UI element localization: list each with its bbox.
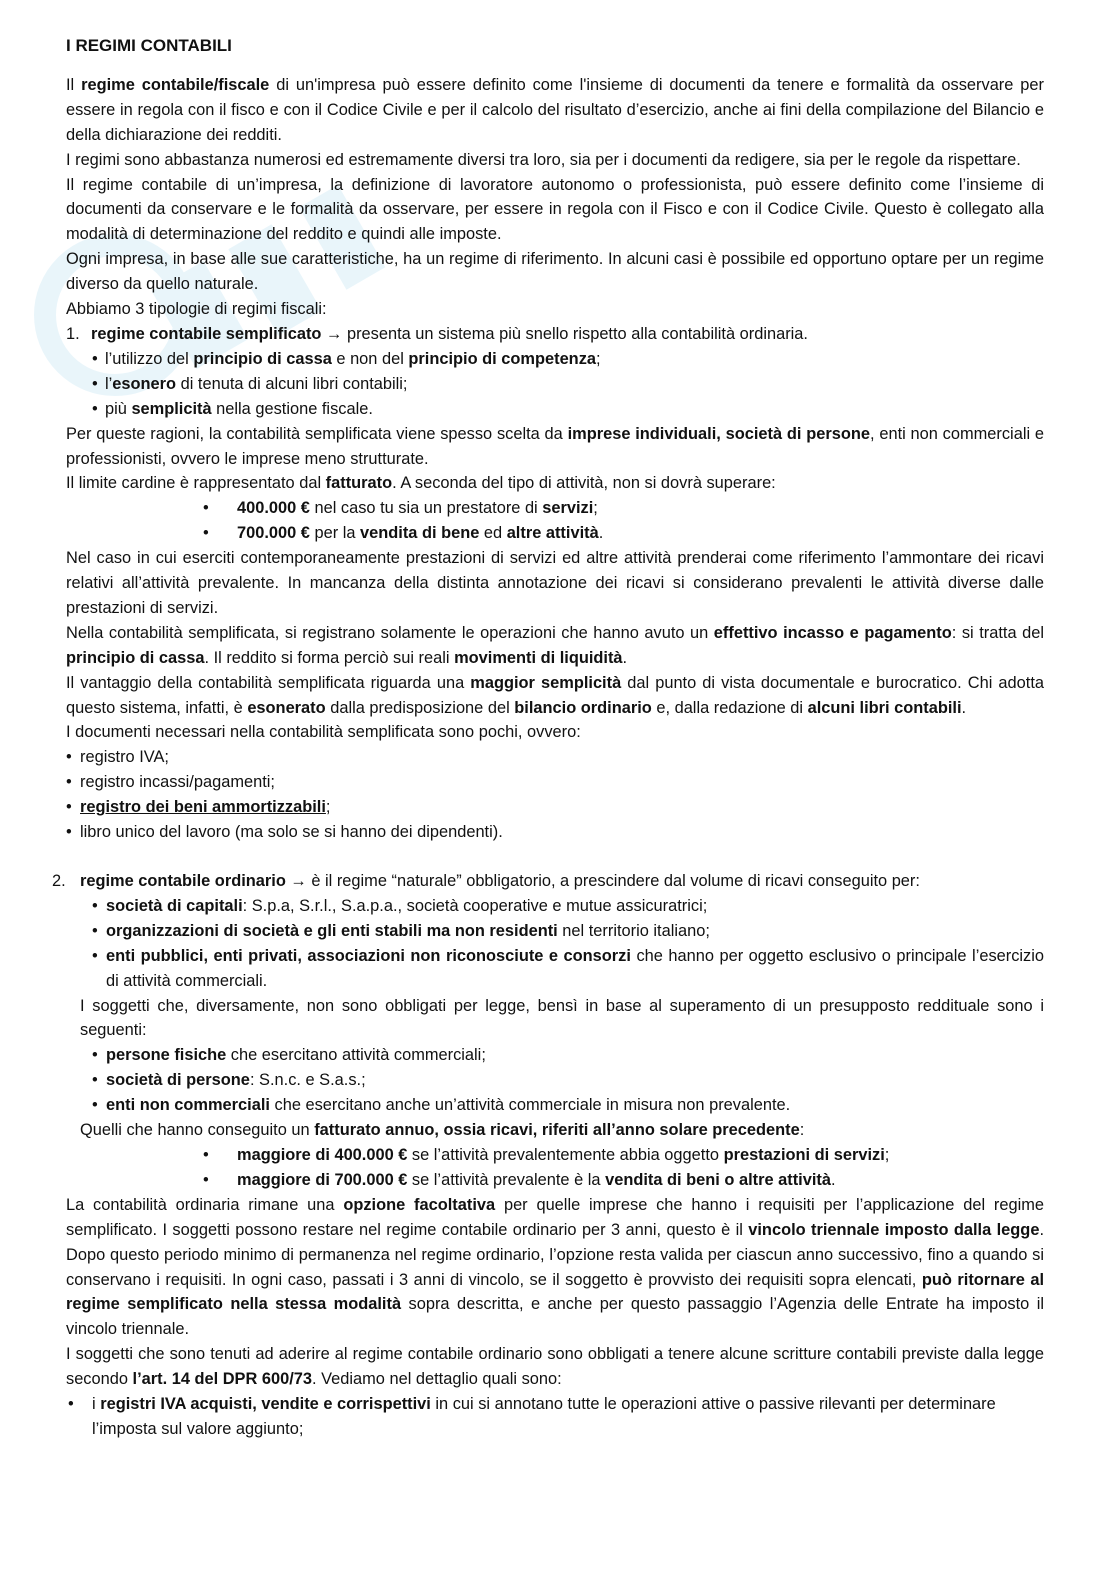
list-item: • registro incassi/pagamenti;: [66, 773, 275, 792]
page-title: I REGIMI CONTABILI: [66, 36, 232, 55]
section-2-paragraph-4: I soggetti che sono tenuti ad aderire al regime contabile ordinario sono obbligati a tenere alcune scritture contabili previste dalla legge secondo l’art. 14 del DPR 600/73. Vediamo nel dettaglio quali sono:: [66, 1345, 1044, 1389]
list-item: • 700.000 € per la vendita di bene ed altre attività.: [203, 524, 604, 543]
section-2-paragraph-1: I soggetti che, diversamente, non sono obbligati per legge, bensì in base al superamento di un presupposto reddituale sono i seguenti:: [80, 996, 1044, 1040]
list-item: • registro dei beni ammortizzabili;: [66, 798, 331, 817]
section-1-paragraph-4: Nella contabilità semplificata, si registrano solamente le operazioni che hanno avuto un effettivo incasso e pagamento: si tratta del principio di cassa. Il reddito si forma perciò sui reali movimenti di liquidità.: [66, 623, 1044, 667]
list-item: • società di capitali: S.p.a, S.r.l., S.a.p.a., società cooperative e mutue assicuratrici;: [92, 896, 708, 915]
list-item: • maggiore di 400.000 € se l’attività prevalentemente abbia oggetto prestazioni di servizi;: [203, 1145, 890, 1164]
intro-paragraph-1: Il regime contabile/fiscale di un'impresa può essere definito come l'insieme di documenti da tenere e formalità da osservare per essere in regola con il fisco e con il Codice Civile e per il calcolo del risultato d’esercizio, anche ai fini della compilazione del Bilancio e della dichiarazione dei redditi.: [66, 75, 1044, 144]
list-item: • più semplicità nella gestione fiscale.: [92, 399, 373, 418]
section-1-paragraph-3: Nel caso in cui eserciti contemporaneamente prestazioni di servizi ed altre attività prenderai come riferimento l’ammontare dei ricavi relativi all’attività prevalente. In mancanza della distinta annotazione dei ricavi si considerano prevalenti le attività diverse dalle prestazioni di servizi.: [66, 549, 1044, 617]
intro-paragraph-4: Ogni impresa, in base alle sue caratteristiche, ha un regime di riferimento. In alcuni casi è possibile ed opportuno optare per un regime diverso da quello naturale.: [66, 250, 1044, 294]
list-item: • registro IVA;: [66, 748, 169, 767]
intro-paragraph-3: Il regime contabile di un’impresa, la definizione di lavoratore autonomo o professionista, può essere definito come l’insieme di documenti da conservare e le formalità da osservare, per essere in regola con il Fisco e con il Codice Civile. Questo è collegato alla modalità di determinazione del reddito e quindi alle imposte.: [66, 175, 1044, 244]
intro-paragraph-2: I regimi sono abbastanza numerosi ed estremamente diversi tra loro, sia per i documenti da redigere, sia per le regole da rispettare.: [66, 150, 1021, 169]
list-item: • organizzazioni di società e gli enti stabili ma non residenti nel territorio italiano;: [92, 921, 710, 940]
section-1-paragraph-2: Il limite cardine è rappresentato dal fatturato. A seconda del tipo di attività, non si dovrà superare:: [66, 474, 776, 493]
list-item: • società di persone: S.n.c. e S.a.s.;: [92, 1071, 366, 1090]
section-1-paragraph-1: Per queste ragioni, la contabilità semplificata viene spesso scelta da imprese individuali, società di persone, enti non commerciali e professionisti, ovvero le imprese meno strutturate.: [66, 424, 1044, 468]
list-item: • libro unico del lavoro (ma solo se si hanno dei dipendenti).: [66, 823, 503, 842]
section-2-paragraph-3: La contabilità ordinaria rimane una opzione facoltativa per quelle imprese che hanno i requisiti per l’applicazione del regime semplificato. I soggetti possono restare nel regime contabile ordinario per 3 anni, questo è il vincolo triennale imposto dalla legge. Dopo questo periodo minimo di permanenza nel regime ordinario, l’opzione resta valida per ciascun anno successivo, fino a quando si conservano i requisiti. In ogni caso, passati i 3 anni di vincolo, se il soggetto è provvisto dei requisiti sopra elencati, può ritornare al regime semplificato nella stessa modalità sopra descritta, e anche per questo passaggio l’Agenzia delle Entrate ha imposto il vincolo triennale.: [66, 1195, 1045, 1339]
list-item: • persone fisiche che esercitano attività commerciali;: [92, 1046, 486, 1065]
intro-paragraph-5: Abbiamo 3 tipologie di regimi fiscali:: [66, 300, 327, 319]
section-1-heading: 1. regime contabile semplificato → presenta un sistema più snello rispetto alla contabilità ordinaria.: [66, 324, 808, 343]
list-item: • l’esonero di tenuta di alcuni libri contabili;: [92, 374, 408, 393]
document-page: [52, 34, 1045, 1442]
list-item: • i registri IVA acquisti, vendite e corrispettivi in cui si annotano tutte le operazioni attive o passive rilevanti per determinare l’imposta sul valore aggiunto;: [68, 1395, 996, 1438]
list-item: • enti non commerciali che esercitano anche un’attività commerciale in misura non prevalente.: [92, 1096, 791, 1115]
list-item: • enti pubblici, enti privati, associazioni non riconosciute e consorzi che hanno per oggetto esclusivo o principale l’esercizio di attività commerciali.: [92, 946, 1045, 990]
list-item: • l’utilizzo del principio di cassa e non del principio di competenza;: [92, 349, 601, 368]
section-1-paragraph-6: I documenti necessari nella contabilità semplificata sono pochi, ovvero:: [66, 723, 581, 742]
section-2-paragraph-2: Quelli che hanno conseguito un fatturato annuo, ossia ricavi, riferiti all’anno solare precedente:: [80, 1121, 805, 1140]
list-item: • maggiore di 700.000 € se l’attività prevalente è la vendita di beni o altre attività.: [203, 1170, 836, 1189]
list-item: • 400.000 € nel caso tu sia un prestatore di servizi;: [203, 499, 598, 518]
section-1-paragraph-5: Il vantaggio della contabilità semplificata riguarda una maggior semplicità dal punto di vista documentale e burocratico. Chi adotta questo sistema, infatti, è esonerato dalla predisposizione del bilancio ordinario e, dalla redazione di alcuni libri contabili.: [66, 673, 1044, 717]
section-2-heading: 2. regime contabile ordinario → è il regime “naturale” obbligatorio, a prescindere dal volume di ricavi conseguito per:: [52, 872, 920, 890]
